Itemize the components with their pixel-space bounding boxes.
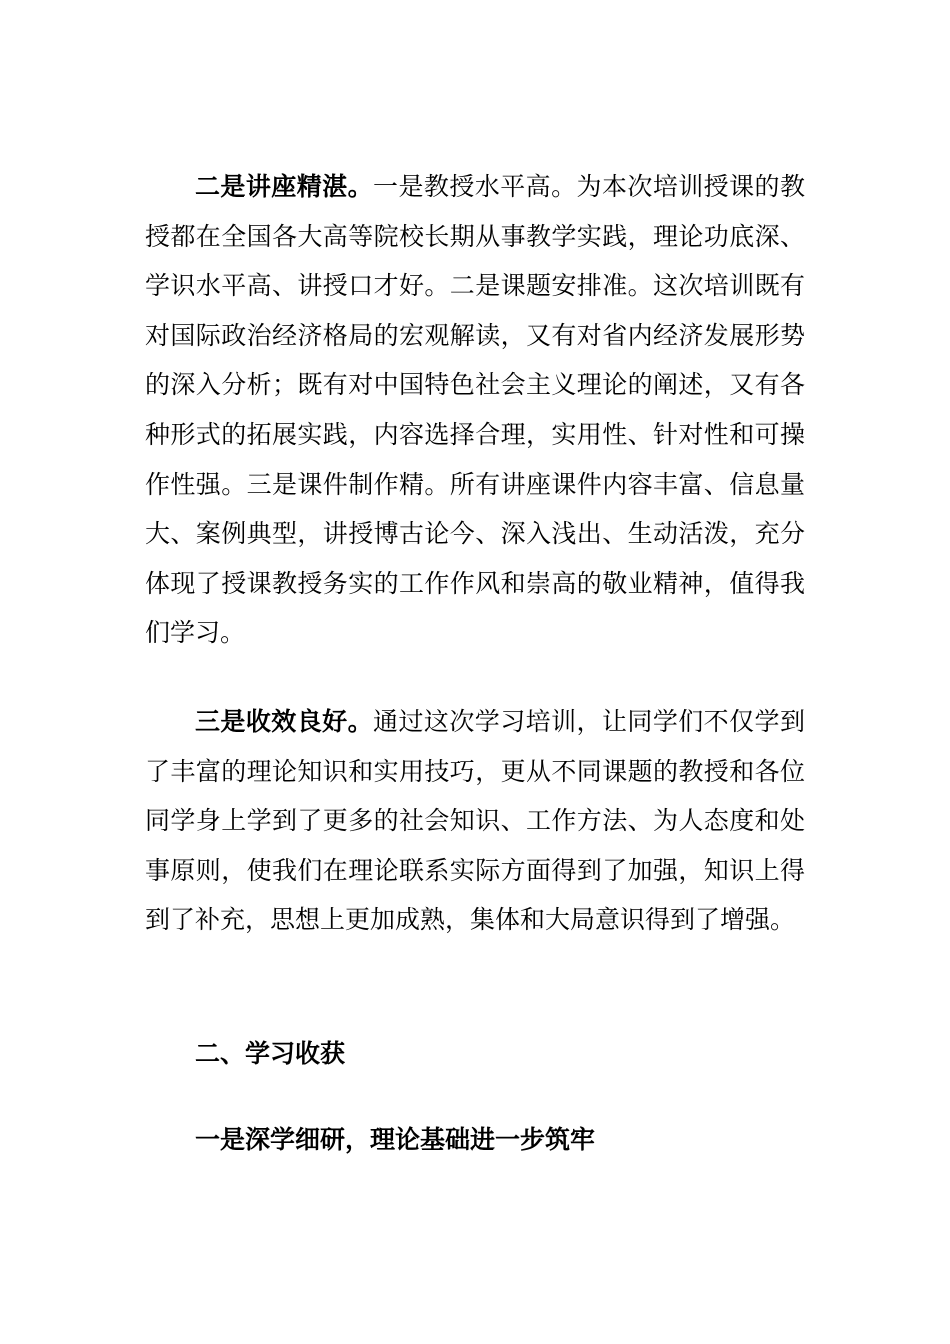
paragraph-lectures xyxy=(145,162,805,658)
paragraph-lead: 三是收效良好。 xyxy=(195,707,374,736)
paragraph-lead: 二是讲座精湛。 xyxy=(195,172,374,201)
paragraph-body: 通过这次学习培训，让同学们不仅学到了丰富的理论知识和实用技巧，更从不同课题的教授和各位同学身上学到了更多的社会知识、工作方法、为人态度和处事原则，使我们在理论联系实际方面得到了加强，知识上得到了补充，思想上更加成熟，集体和大局意识得到了增强。 xyxy=(145,707,805,935)
paragraph-body: 一是教授水平高。为本次培训授课的教授都在全国各大高等院校长期从事教学实践，理论功底深、学识水平高、讲授口才好。二是课题安排准。这次培训既有对国际政治经济格局的宏观解读，又有对省内经济发展形势的深入分析；既有对中国特色社会主义理论的阐述，又有各种形式的拓展实践，内容选择合理，实用性、针对性和可操作性强。三是课件制作精。所有讲座课件内容丰富、信息量大、案例典型，讲授博古论今、深入浅出、生动活泼，充分体现了授课教授务实的工作作风和崇高的敬业精神，值得我们学习。 xyxy=(145,172,805,648)
section-heading: 二、学习收获 xyxy=(195,1039,346,1068)
subsection-heading: 一是深学细研，理论基础进一步筑牢 xyxy=(195,1125,596,1154)
paragraph-results xyxy=(145,697,805,945)
